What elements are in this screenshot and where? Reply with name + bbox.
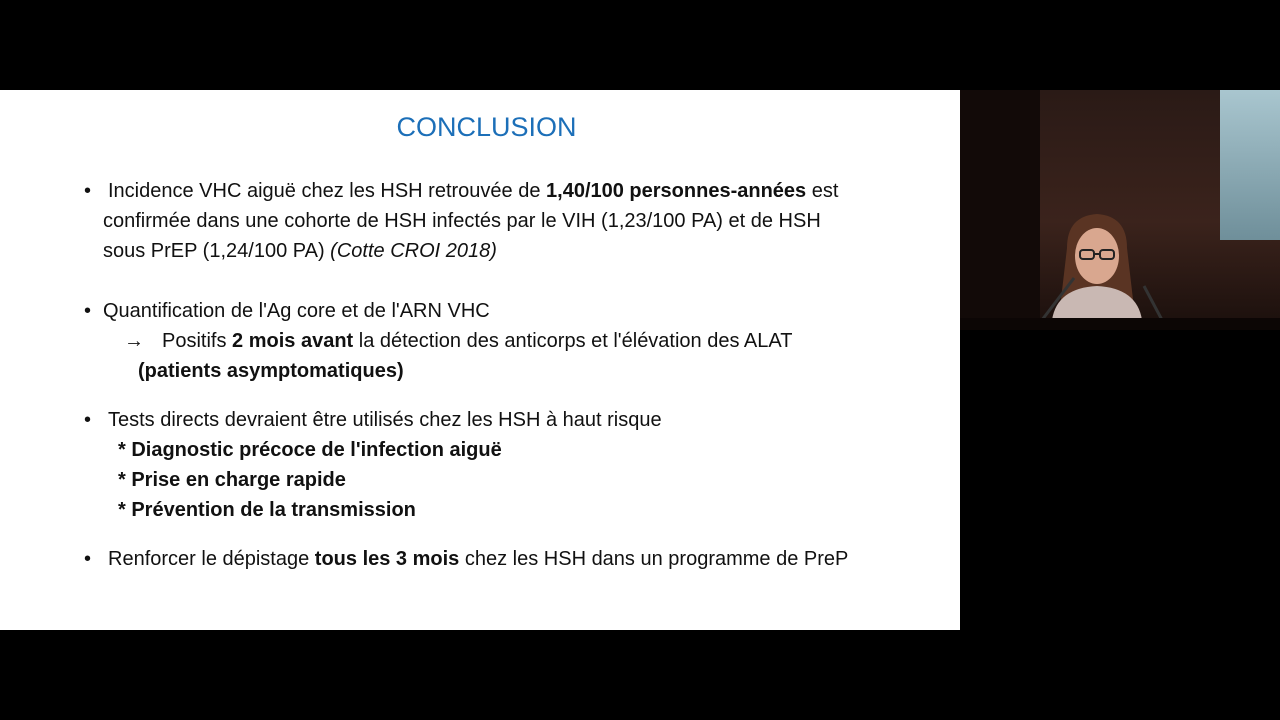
bullet-dot: •: [84, 409, 92, 431]
bullet-3-sub-1: * Diagnostic précoce de l'infection aiguë: [118, 439, 502, 461]
presentation-slide: [0, 90, 960, 630]
projection-screen: [1220, 90, 1280, 240]
bullet-dot: •: [84, 300, 92, 322]
bullet-dot: •: [84, 548, 92, 570]
bullet-2-line-3: (patients asymptomatiques): [138, 360, 404, 382]
bullet-3-line-1: Tests directs devraient être utilisés chez les HSH à haut risque: [108, 409, 662, 431]
bullet-4-line-1: Renforcer le dépistage tous les 3 mois chez les HSH dans un programme de PreP: [108, 548, 849, 570]
bullet-3-sub-3: * Prévention de la transmission: [118, 499, 416, 521]
bullet-1-line-2: confirmée dans une cohorte de HSH infectés par le VIH (1,23/100 PA) et de HSH: [103, 210, 821, 232]
slide-title: CONCLUSION: [396, 112, 577, 142]
speaker-video: [960, 90, 1280, 330]
bullet-dot: •: [84, 180, 92, 202]
bullet-1-line-3: sous PrEP (1,24/100 PA) (Cotte CROI 2018): [103, 240, 497, 262]
arrow-icon: →: [124, 330, 144, 352]
bullet-2-line-1: Quantification de l'Ag core et de l'ARN VHC: [103, 300, 490, 322]
bullet-1-line-1: Incidence VHC aiguë chez les HSH retrouvée de 1,40/100 personnes-années est: [108, 180, 839, 202]
bullet-2-line-2: Positifs 2 mois avant la détection des anticorps et l'élévation des ALAT: [162, 330, 793, 352]
speaker-image: [1022, 208, 1172, 320]
bullet-3-sub-2: * Prise en charge rapide: [118, 469, 346, 491]
podium: [960, 318, 1280, 330]
